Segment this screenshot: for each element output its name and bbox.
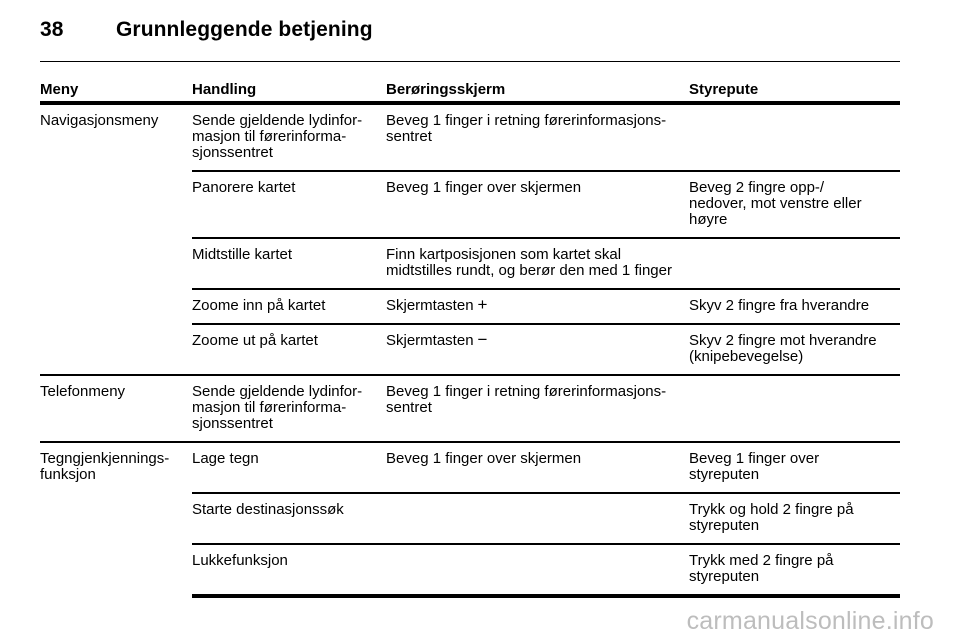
touchpad-cell: Beveg 1 finger over styreputen <box>689 450 820 483</box>
action-cell: Sende gjeldende lydinfor- masjon til førerinforma- sjonssentret <box>192 383 363 432</box>
minus-icon: − <box>477 330 488 349</box>
touchscreen-cell: Skjermtasten <box>386 297 474 314</box>
action-cell: Starte destinasjonssøk <box>192 501 344 518</box>
action-cell: Sende gjeldende lydinfor- masjon til førerinforma- sjonssentret <box>192 112 363 161</box>
action-cell: Lage tegn <box>192 450 259 467</box>
touchpad-cell: Skyv 2 fingre mot hverandre (knipebevegelse) <box>689 332 877 365</box>
table-row <box>40 103 900 171</box>
page-header <box>40 18 373 42</box>
touchscreen-cell: Beveg 1 finger over skjermen <box>386 450 582 467</box>
plus-icon: + <box>477 295 488 314</box>
touchpad-cell: Trykk og hold 2 fingre på styreputen <box>689 501 854 534</box>
action-cell: Panorere kartet <box>192 179 296 196</box>
page-number: 38 <box>40 18 64 41</box>
touchscreen-cell: Skjermtasten <box>386 332 474 349</box>
action-cell: Zoome ut på kartet <box>192 332 318 349</box>
touchpad-cell: Skyv 2 fingre fra hverandre <box>689 297 870 314</box>
header-styrepute: Styrepute <box>689 82 900 103</box>
table-body <box>40 103 900 596</box>
table-header-row <box>40 82 900 103</box>
page-title: Grunnleggende betjening <box>116 18 373 41</box>
header-beroringsskjerm: Berøringsskjerm <box>386 82 689 103</box>
operation-table <box>40 82 900 598</box>
touchpad-cell: Beveg 2 fingre opp-/ nedover, mot venstre eller høyre <box>689 179 862 228</box>
action-cell: Midtstille kartet <box>192 246 293 263</box>
header-meny: Meny <box>40 82 192 103</box>
action-cell: Zoome inn på kartet <box>192 297 326 314</box>
header-handling: Handling <box>192 82 386 103</box>
touchscreen-cell: Beveg 1 finger i retning førerinformasjons- sentret <box>386 112 667 145</box>
touchscreen-cell: Finn kartposisjonen som kartet skal midtstilles rundt, og berør den med 1 finger <box>386 246 672 279</box>
touchscreen-cell: Beveg 1 finger over skjermen <box>386 179 582 196</box>
header-rule <box>40 61 900 62</box>
menu-cell: Navigasjonsmeny <box>40 112 159 129</box>
table-row <box>40 442 900 493</box>
touchscreen-cell: Beveg 1 finger i retning førerinformasjons- sentret <box>386 383 667 416</box>
action-cell: Lukkefunksjon <box>192 552 288 569</box>
menu-cell: Telefonmeny <box>40 383 126 400</box>
touchpad-cell: Trykk med 2 fingre på styreputen <box>689 552 834 585</box>
menu-cell: Tegngjenkjennings- funksjon <box>40 450 170 483</box>
watermark: carmanualsonline.info <box>686 607 934 635</box>
table-row <box>40 375 900 442</box>
